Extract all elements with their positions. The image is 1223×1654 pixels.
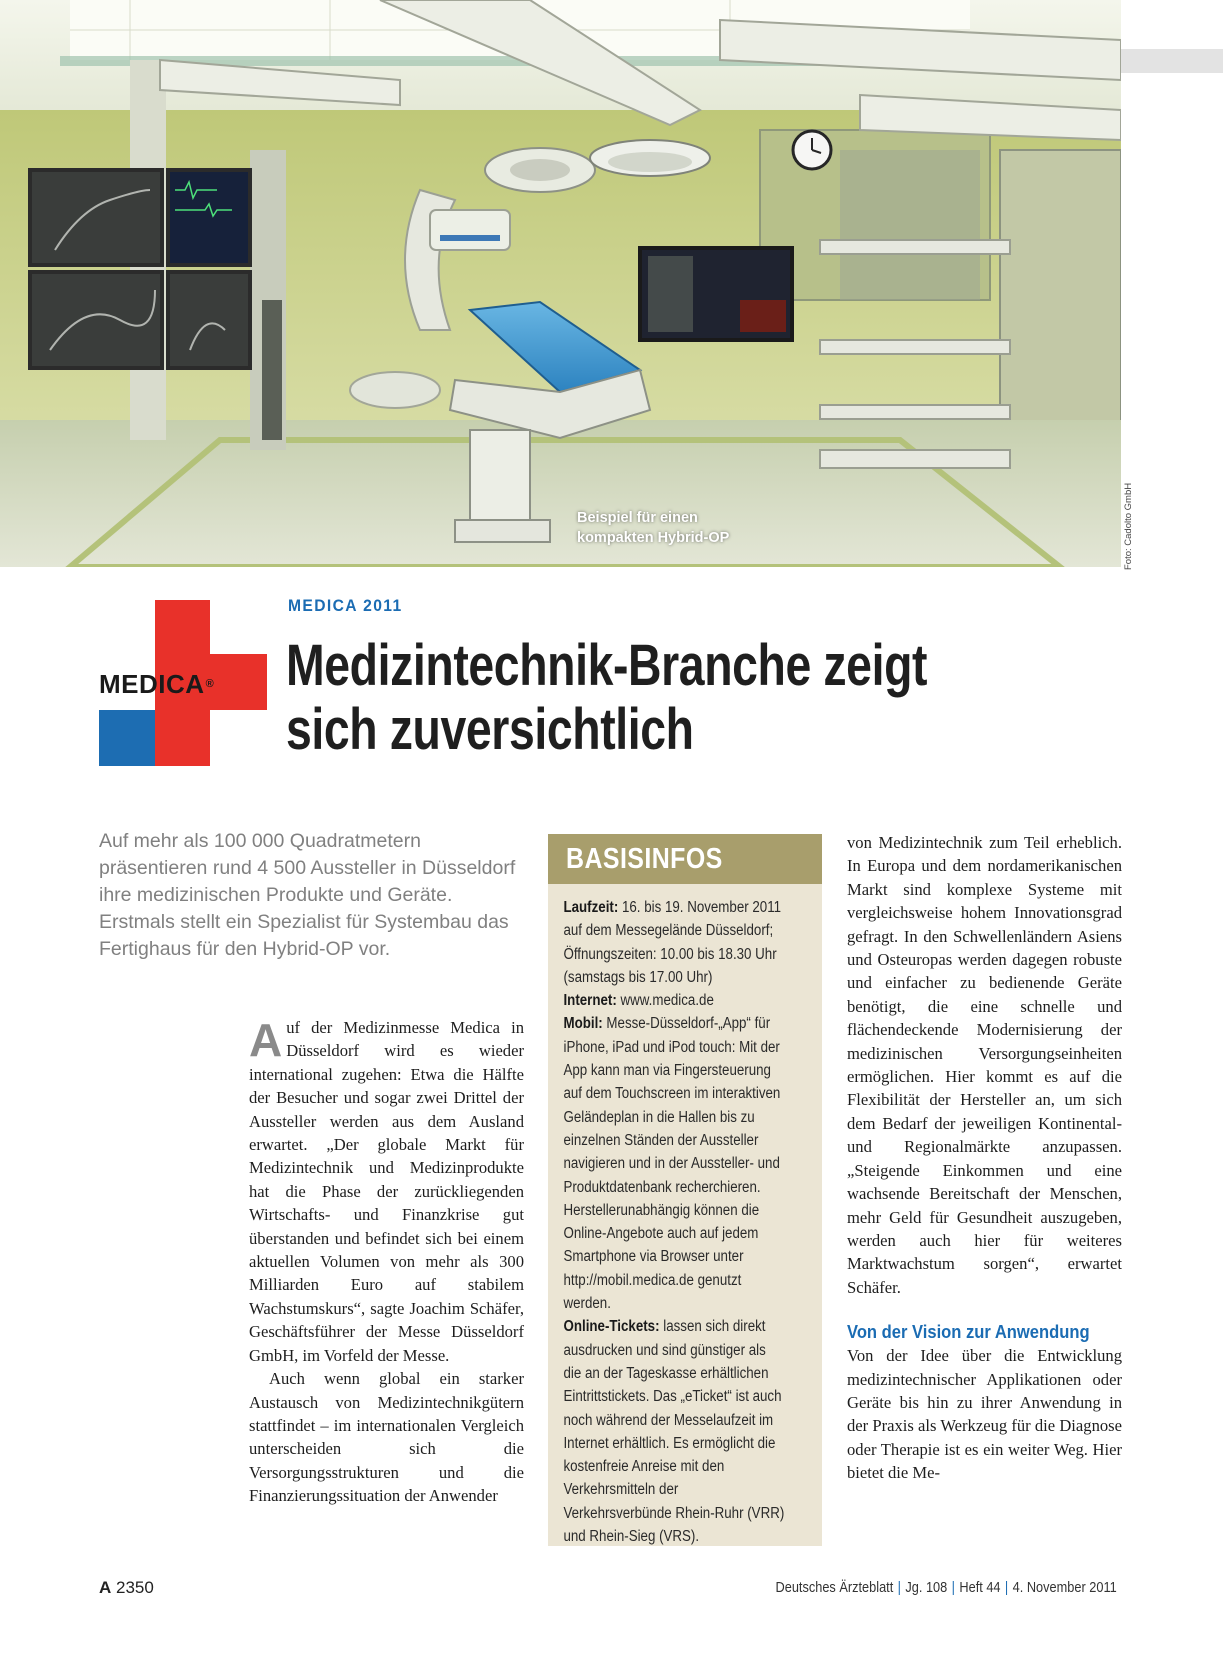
- body-column-1: [249, 1016, 524, 1508]
- page-number-value: 2350: [116, 1578, 154, 1597]
- journal-name: Deutsches Ärzteblatt: [775, 1580, 894, 1596]
- info-label: Internet:: [563, 992, 617, 1010]
- photo-caption: [577, 508, 837, 548]
- info-item: [563, 896, 787, 989]
- page-number: [99, 1578, 154, 1598]
- footer-separator: |: [897, 1580, 902, 1596]
- info-item: [563, 989, 787, 1012]
- journal-volume: Jg. 108: [905, 1580, 948, 1596]
- paragraph-text: uf der Medizinmesse Medica in Düsseldorf wird es wieder international zugehen: Etwa die Hälfte der Besucher und sogar zwei Drittel der Aussteller werden aus dem Ausland erwartet. „Der globale Markt für Medizintechnik und Medizinprodukte hat die Phase der zurückliegenden Wirtschafts- und Finanzkrise gut überstanden und befindet sich bei einem aktuellen Volumen von mehr als 300 Milliarden Euro auf stabilem Wachstumskurs“, sagte Joachim Schäfer, Geschäftsführer der Messe Düsseldorf GmbH, im Vorfeld der Messe.: [249, 1018, 524, 1365]
- basisinfos-title: [548, 834, 822, 884]
- section-tab-marker: [1121, 49, 1223, 73]
- dropcap: A: [249, 1014, 283, 1066]
- body-paragraph: [249, 1016, 524, 1367]
- photo-caption-line: Beispiel für einen: [577, 510, 698, 526]
- basisinfos-box: [548, 834, 822, 1546]
- body-column-3: [847, 831, 1122, 1485]
- info-item: [563, 1315, 787, 1548]
- info-label: Mobil:: [563, 1015, 603, 1033]
- hybrid-or-illustration: [0, 0, 1121, 567]
- body-paragraph: Auch wenn global ein starker Austausch von Medizintechnikgütern stattfindet – im internationalen Vergleich unterscheiden sich die Versorgungsstrukturen und die Finanzierungssituation der Anwender: [249, 1369, 524, 1506]
- basisinfos-body: [548, 884, 796, 1548]
- journal-footer: [776, 1580, 1117, 1596]
- info-link[interactable]: www.medica.de: [616, 992, 714, 1010]
- logo-registered-mark: ®: [205, 678, 215, 690]
- body-paragraph: von Medizintechnik zum Teil erheblich. In Europa und dem nordamerikanischen Markt sind komplexe Systeme mit vergleichsweise hohem Innovationsgrad gefragt. In den Schwellenländern Asiens und Osteuropas werden dagegen robuste und einfacher zu bedienende Geräte benötigt, die eine schnelle und flächendeckende Modernisierung der medizinischen Versorgungseinheiten ermöglichen. Hier kommt es auf die Flexibilität der Hersteller an, um sich dem Bedarf der jeweiligen Kontinental- und Regionalmärkte anzupassen. „Steigende Einkommen und eine wachsende Bereitschaft der Menschen, mehr Geld für Gesundheit auszugeben, werden auch hier für weiteres Marktwachstum sorgen“, erwartet Schäfer.: [847, 833, 1122, 1297]
- logo-wordmark-text: MEDICA: [99, 669, 205, 699]
- hero-photo: [0, 0, 1121, 567]
- body-paragraph: Von der Idee über die Entwicklung medizintechnischer Applikationen oder Geräte bis hin zu ihrer Anwendung in der Praxis als Werkzeug für die Diagnose oder Therapie ist es ein weiter Weg. Hier bietet die Me-: [847, 1346, 1122, 1483]
- basisinfos-title-text: BASISINFOS: [566, 843, 723, 875]
- photo-credit: Foto: Cadolto GmbH: [1123, 482, 1134, 570]
- footer-separator: |: [951, 1580, 956, 1596]
- medica-logo: [99, 600, 267, 766]
- logo-blue-square: [99, 710, 155, 766]
- journal-date: 4. November 2011: [1012, 1580, 1117, 1596]
- journal-issue: Heft 44: [959, 1580, 1001, 1596]
- article-lead: Auf mehr als 100 000 Quadratmetern präsentieren rund 4 500 Aussteller in Düsseldorf ihre medizinischen Produkte und Geräte. Erstmals stellt ein Spezialist für Systembau das Fertighaus für den Hybrid-OP vor.: [99, 830, 516, 960]
- section-subhead: Von der Vision zur Anwendung: [847, 1322, 1090, 1343]
- info-item: [563, 1012, 787, 1315]
- info-label: Online-Tickets:: [563, 1318, 660, 1336]
- info-text: lassen sich direkt ausdrucken und sind günstiger als die an der Tageskasse erhältlichen Eintrittstickets. Das „eTicket“ ist auch noch während der Messelaufzeit im Internet erhältlich. Es ermöglicht die kostenfreie Anreise mit den Verkehrsmitteln der Verkehrsverbünde Rhein-Ruhr (VRR) und Rhein-Sieg (VRS).: [563, 1318, 785, 1546]
- section-kicker: MEDICA 2011: [288, 596, 403, 615]
- info-label: Laufzeit:: [563, 899, 619, 916]
- photo-caption-line: kompakten Hybrid-OP: [577, 530, 730, 546]
- footer-separator: |: [1005, 1580, 1009, 1596]
- page-prefix: A: [99, 1578, 112, 1597]
- info-text: 16. bis 19. November 2011 auf dem Messegelände Düsseldorf; Öffnungszeiten: 10.00 bis 18.30 Uhr (samstags bis 17.00 Uhr): [563, 899, 782, 986]
- info-text: Messe-Düsseldorf-„App“ für iPhone, iPad und iPod touch: Mit der App kann man via Fingersteuerung auf dem Touchscreen im interaktiven Geländeplan in die Hallen bis zu einzelnen Ständen der Aussteller navigieren und in der Aussteller- und Produktdatenbank recherchieren. Herstellerunabhängig können die Online-Angebote auch auf jedem Smartphone via Browser unter http://mobil.medica.de genutzt werden.: [563, 1015, 781, 1313]
- article-headline: Medizintechnik-Branche zeigt sich zuversichtlich: [286, 633, 928, 762]
- logo-wordmark: [99, 670, 214, 698]
